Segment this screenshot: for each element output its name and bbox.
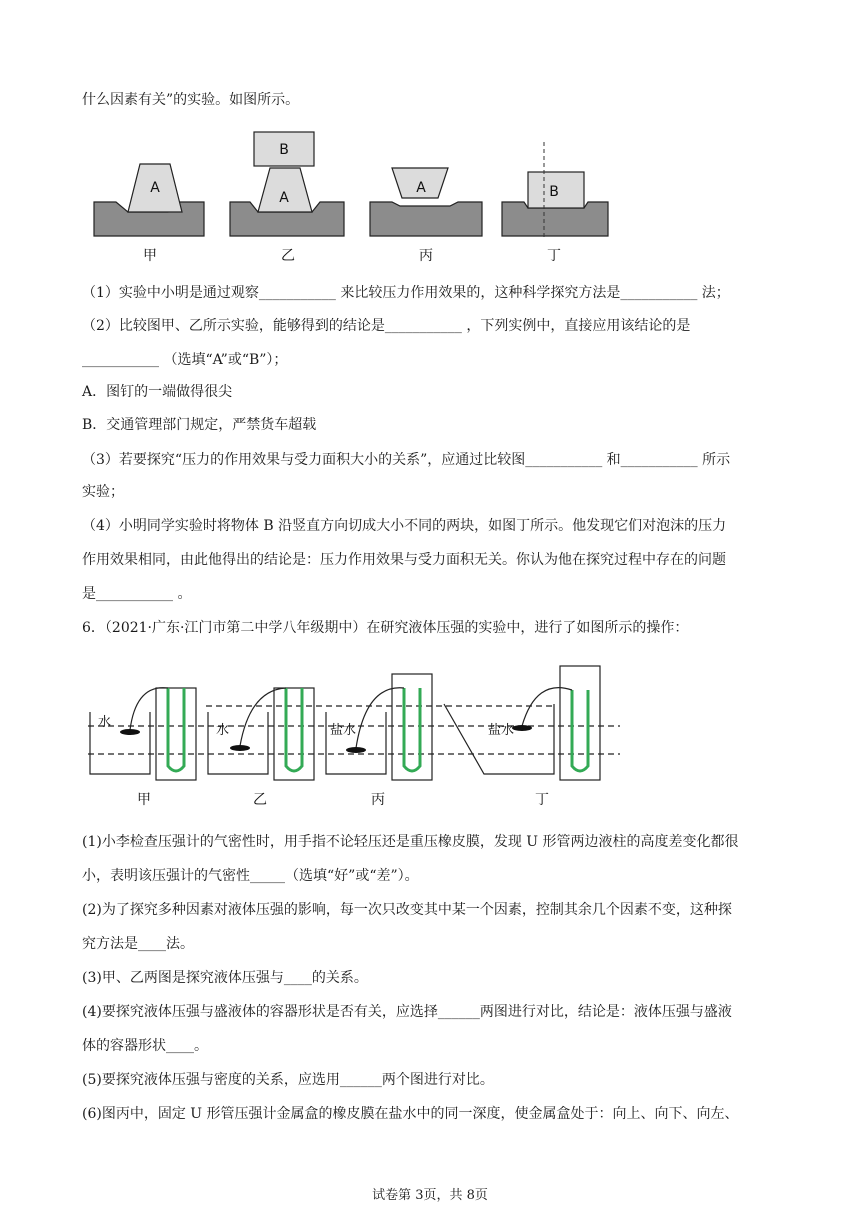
text-line: 究方法是____法。	[82, 936, 194, 952]
text-line: 6．（2021·广东·江门市第二中学八年级期中）在研究液体压强的实验中，进行了如图所示的操作：	[82, 620, 689, 636]
text-line: (6)图丙中，固定 U 形管压强计金属盒的橡皮膜在盐水中的同一深度，使金属盒处于：向上、向下、向左、	[82, 1106, 739, 1122]
figure-caption: 丁	[547, 248, 561, 264]
text-line: B．交通管理部门规定，严禁货车超载	[82, 417, 317, 433]
liquid-label: 盐水	[330, 723, 357, 738]
text-line: 小，表明该压强计的气密性_____（选填“好”或“差”）。	[82, 868, 419, 884]
text-line: 体的容器形状____。	[82, 1038, 208, 1054]
figure-caption: 丙	[371, 792, 385, 808]
text-line: （1）实验中小明是通过观察___________ 来比较压力作用效果的，这种科学探究方法是___________ 法；	[82, 285, 730, 301]
block-a-label: A	[416, 180, 426, 196]
text-line: (2)为了探究多种因素对液体压强的影响，每一次只改变其中某一个因素，控制其余几个因素不变，这种探	[82, 902, 732, 918]
liquid-label: 水	[98, 715, 112, 730]
liquid-label: 盐水	[488, 723, 515, 738]
figure-caption: 丁	[535, 792, 549, 808]
figure-caption: 甲	[137, 792, 151, 808]
figure-caption: 丙	[419, 248, 433, 264]
text-line: 实验；	[82, 484, 124, 500]
figure-pressure-experiment	[88, 128, 618, 268]
block-a-label: A	[150, 180, 160, 196]
text-line: 是___________ 。	[82, 586, 192, 602]
text-line: (4)要探究液体压强与盛液体的容器形状是否有关，应选择______两图进行对比，结论是：液体压强与盛液	[82, 1004, 732, 1020]
text-line: (5)要探究液体压强与密度的关系，应选用______两个图进行对比。	[82, 1072, 494, 1088]
figure-caption: 甲	[143, 248, 157, 264]
text-line: （2）比较图甲、乙所示实验，能够得到的结论是___________ ，下列实例中，直接应用该结论的是	[82, 318, 691, 334]
page-footer: 试卷第 3页，共 8页	[372, 1188, 488, 1203]
text-line: (1)小李检查压强计的气密性时，用手指不论轻压还是重压橡皮膜，发现 U 形管两边液柱的高度差变化都很	[82, 834, 739, 850]
text-line: A．图钉的一端做得很尖	[82, 384, 233, 400]
figure-caption: 乙	[281, 248, 295, 264]
block-b-label: B	[549, 184, 559, 200]
block-b-label: B	[279, 142, 289, 158]
text-line: （4）小明同学实验时将物体 B 沿竖直方向切成大小不同的两块，如图丁所示。他发现它们对泡沫的压力	[82, 518, 727, 534]
liquid-label: 水	[216, 723, 230, 738]
text-line: （3）若要探究“压力的作用效果与受力面积大小的关系”，应通过比较图___________ 和___________ 所示	[82, 452, 731, 468]
figure-liquid-pressure	[84, 660, 624, 810]
block-a-label: A	[279, 190, 289, 206]
text-line: 作用效果相同，由此他得出的结论是：压力作用效果与受力面积无关。你认为他在探究过程中存在的问题	[82, 552, 726, 568]
figure-caption: 乙	[253, 792, 267, 808]
text-line: (3)甲、乙两图是探究液体压强与____的关系。	[82, 970, 368, 986]
text-line: ___________ （选填“A”或“B”）；	[82, 352, 288, 368]
text-line: 什么因素有关”的实验。如图所示。	[82, 92, 300, 108]
